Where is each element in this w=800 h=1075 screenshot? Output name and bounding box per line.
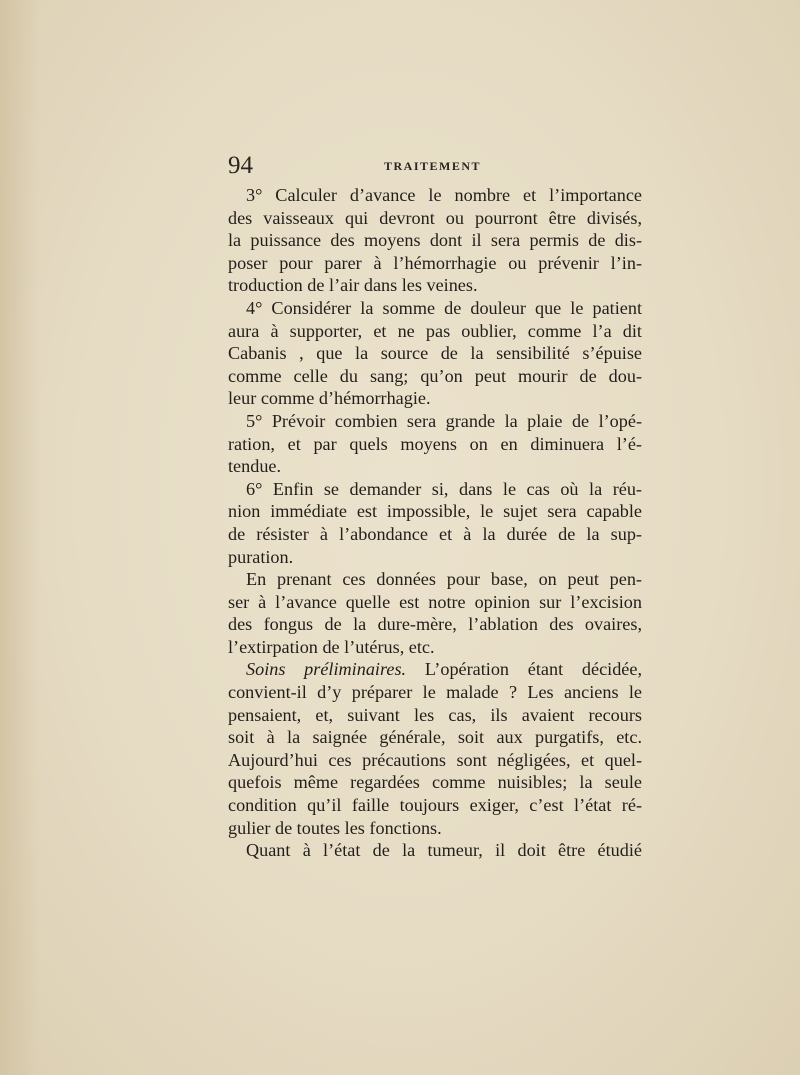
text-line: Quant à l’état de la tumeur, il doit être étudié xyxy=(246,840,642,861)
body-text xyxy=(228,184,642,862)
text-line: 4° Considérer la somme de douleur que le patient xyxy=(246,297,642,318)
text-line-soins xyxy=(228,658,642,681)
text-line: troduction de l’air dans les veines. xyxy=(228,275,478,296)
text-line: comme celle du sang; qu’on peut mourir de dou- xyxy=(228,365,642,386)
text-line: des fongus de la dure-mère, l’ablation des ovaires, xyxy=(228,614,642,635)
text-line: de résister à l’abondance et à la durée de la sup- xyxy=(228,523,642,544)
text-line: leur comme d’hémorrhagie. xyxy=(228,388,431,409)
text-line: soit à la saignée générale, soit aux purgatifs, etc. xyxy=(228,727,642,748)
text-line: condition qu’il faille toujours exiger, c’est l’état ré- xyxy=(228,795,642,816)
text-line: pensaient, et, suivant les cas, ils avaient recours xyxy=(228,704,642,725)
section-heading-rest: L’opération étant décidée, xyxy=(406,659,642,680)
running-head: TRAITEMENT xyxy=(384,159,482,173)
text-line: Cabanis , que la source de la sensibilité s’épuise xyxy=(228,343,642,364)
paragraph-group-2 xyxy=(228,681,642,862)
text-line: l’extirpation de l’utérus, etc. xyxy=(228,636,435,657)
text-line: tendue. xyxy=(228,456,282,477)
text-line: 5° Prévoir combien sera grande la plaie de l’opé- xyxy=(246,410,642,431)
text-line: ser à l’avance quelle est notre opinion sur l’excision xyxy=(228,591,642,612)
text-line: quefois même regardées comme nuisibles; la seule xyxy=(228,772,642,793)
page-edge-shadow xyxy=(0,0,40,1075)
text-line: ration, et par quels moyens on en diminuera l’é- xyxy=(228,433,642,454)
text-line: puration. xyxy=(228,546,294,567)
section-heading-italic: Soins préliminaires. xyxy=(246,659,407,680)
text-line: En prenant ces données pour base, on peut pen- xyxy=(246,569,642,590)
page-number: 94 xyxy=(228,152,253,179)
text-line: des vaisseaux qui devront ou pourront être divisés, xyxy=(228,207,642,228)
page-header xyxy=(228,150,648,184)
text-line: Aujourd’hui ces précautions sont négligées, et quel- xyxy=(228,749,642,770)
text-line: aura à supporter, et ne pas oublier, comme l’a dit xyxy=(228,320,642,341)
text-line: la puissance des moyens dont il sera permis de dis- xyxy=(228,230,642,251)
text-line: poser pour parer à l’hémorrhagie ou prévenir l’in- xyxy=(228,252,642,273)
text-line: gulier de toutes les fonctions. xyxy=(228,817,442,838)
text-line: convient-il d’y préparer le malade ? Les anciens le xyxy=(228,682,642,703)
text-line: 6° Enfin se demander si, dans le cas où la réu- xyxy=(246,478,642,499)
paragraph-group-1 xyxy=(228,184,642,658)
text-line: 3° Calculer d’avance le nombre et l’importance xyxy=(246,185,642,205)
text-line: nion immédiate est impossible, le sujet sera capable xyxy=(228,501,642,522)
